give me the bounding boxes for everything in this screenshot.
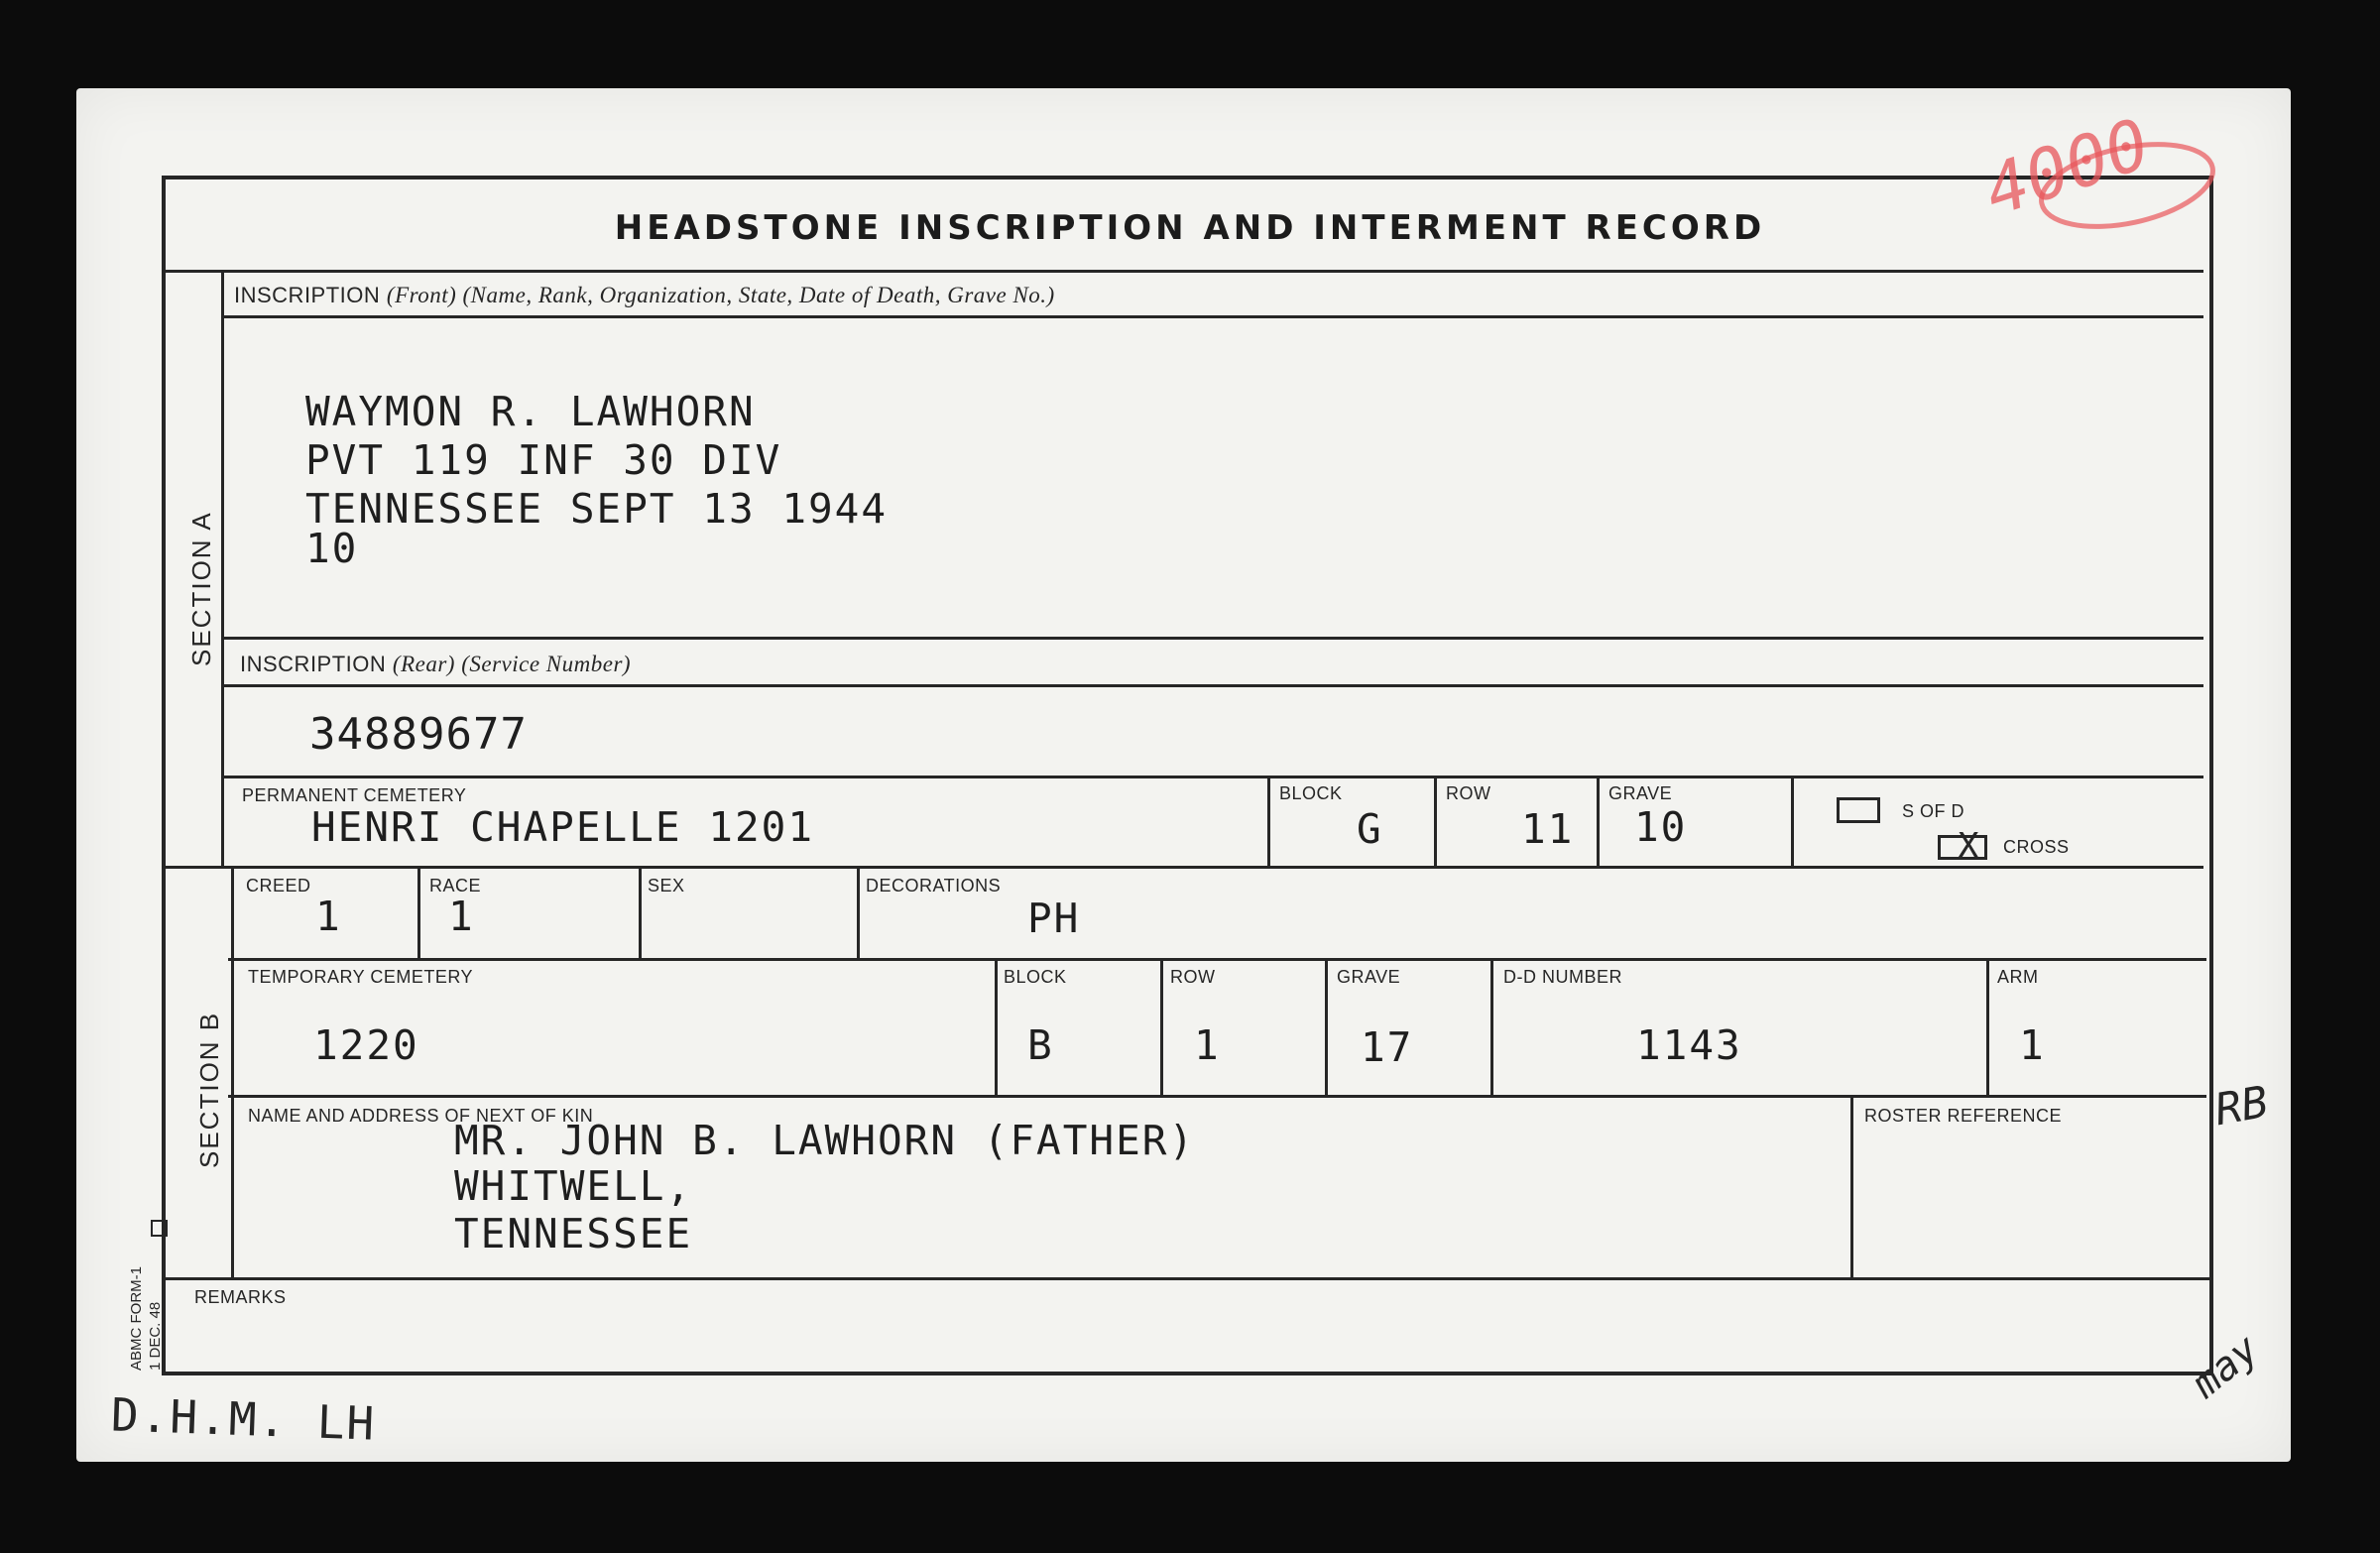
temp-block-label: BLOCK (1004, 967, 1067, 987)
rule-creed-bottom (228, 958, 2206, 961)
rule-temp-arm (1986, 958, 1989, 1097)
inscription-rear-title: INSCRIPTION (240, 652, 387, 676)
perm-block-value: G (1357, 805, 1383, 853)
perm-grave-label: GRAVE (1608, 783, 1673, 803)
perm-row-label: ROW (1446, 783, 1491, 803)
nok-line-name: MR. JOHN B. LAWHORN (FATHER) (454, 1117, 1196, 1164)
permanent-cemetery-label: PERMANENT CEMETERY (242, 785, 467, 805)
front-line-unit: PVT 119 INF 30 DIV (305, 436, 782, 484)
bottom-initials: D.H.M. LH (110, 1387, 378, 1451)
race-label: RACE (429, 876, 482, 896)
red-pencil-mark: 4000 (1974, 102, 2160, 233)
rule-race (639, 866, 642, 960)
roster-reference-label: ROSTER REFERENCE (1864, 1106, 2063, 1126)
arm-label: ARM (1997, 967, 2039, 987)
rule-section-b-left (231, 866, 234, 1280)
rule-rear-bottom (224, 776, 2203, 778)
form-id: ABMC FORM-1 1 DEC. 48 (128, 1266, 164, 1371)
section-b-label: SECTION B (194, 1011, 224, 1168)
dd-number-value: 1143 (1636, 1021, 1742, 1069)
rule-front-label (224, 315, 2203, 318)
rule-temp-block (995, 958, 998, 1097)
temp-block-value: B (1027, 1021, 1054, 1069)
rule-perm-grave (1597, 776, 1600, 868)
temp-grave-value: 17 (1361, 1023, 1414, 1071)
form-title: HEADSTONE INSCRIPTION AND INTERMENT RECORD (614, 208, 1766, 248)
temporary-cemetery-label: TEMPORARY CEMETERY (248, 967, 474, 987)
inscription-front-text (305, 388, 889, 572)
rule-section-a-bottom (165, 866, 2203, 869)
service-number: 34889677 (309, 709, 528, 760)
s-of-d-label: S OF D (1902, 801, 1965, 821)
inscription-front-hint: (Front) (Name, Rank, Organization, State, Date of Death, Grave No.) (386, 283, 1055, 307)
cross-check-mark: X (1958, 826, 1979, 867)
sex-label: SEX (648, 876, 685, 896)
nok-line-state: TENNESSEE (454, 1210, 693, 1257)
s-of-d-checkbox[interactable] (1837, 797, 1880, 823)
remarks-label: REMARKS (194, 1287, 287, 1307)
front-line-grave: 10 (305, 525, 359, 572)
permanent-cemetery-value: HENRI CHAPELLE 1201 (311, 803, 814, 851)
side-initials-rb: RB (2210, 1076, 2273, 1136)
decorations-label: DECORATIONS (866, 876, 1002, 896)
rule-rear-label (224, 684, 2203, 687)
temp-row-label: ROW (1170, 967, 1216, 987)
inscription-front-title: INSCRIPTION (234, 283, 381, 307)
front-line-state-date: TENNESSEE SEPT 13 1944 (305, 485, 889, 533)
next-of-kin-text (454, 1117, 1196, 1257)
rule-perm-row (1434, 776, 1437, 868)
form-id-box (151, 1220, 168, 1237)
rule-temp-grave (1325, 958, 1328, 1097)
creed-value: 1 (315, 893, 342, 940)
rule-front-bottom (224, 637, 2203, 640)
rule-section-a-left (221, 270, 224, 868)
race-value: 1 (448, 893, 475, 940)
inscription-front-label (234, 283, 1055, 308)
rule-roster (1850, 1095, 1853, 1279)
rule-temp-row (1160, 958, 1163, 1097)
rule-sex (857, 866, 860, 960)
front-line-name: WAYMON R. LAWHORN (305, 388, 756, 435)
decorations-value: PH (1027, 895, 1081, 942)
perm-row-value: 11 (1521, 805, 1575, 853)
next-of-kin-label: NAME AND ADDRESS OF NEXT OF KIN (248, 1106, 594, 1126)
arm-value: 1 (2019, 1021, 2046, 1069)
inscription-rear-hint: (Rear) (Service Number) (392, 652, 632, 676)
red-pencil-loop (2033, 114, 2231, 233)
temp-grave-label: GRAVE (1337, 967, 1401, 987)
dd-number-label: D-D NUMBER (1503, 967, 1622, 987)
rule-title-bottom (165, 270, 2203, 273)
inscription-rear-label (240, 652, 631, 677)
temporary-cemetery-value: 1220 (313, 1021, 419, 1069)
cross-label: CROSS (2003, 837, 2070, 857)
perm-grave-value: 10 (1634, 803, 1688, 851)
rule-creed (417, 866, 420, 960)
nok-line-city: WHITWELL, (454, 1162, 693, 1210)
side-initials-may: may (2183, 1326, 2268, 1407)
rule-temp-dd (1490, 958, 1493, 1097)
rule-section-b-bottom (165, 1277, 2209, 1280)
rule-perm-block (1267, 776, 1270, 868)
rule-perm-marker (1791, 776, 1794, 868)
perm-block-label: BLOCK (1279, 783, 1343, 803)
red-pencil-ellipse (2034, 131, 2220, 233)
section-a-label: SECTION A (186, 511, 216, 666)
rule-temp-bottom (228, 1095, 2206, 1098)
temp-row-value: 1 (1194, 1021, 1221, 1069)
creed-label: CREED (246, 876, 311, 896)
